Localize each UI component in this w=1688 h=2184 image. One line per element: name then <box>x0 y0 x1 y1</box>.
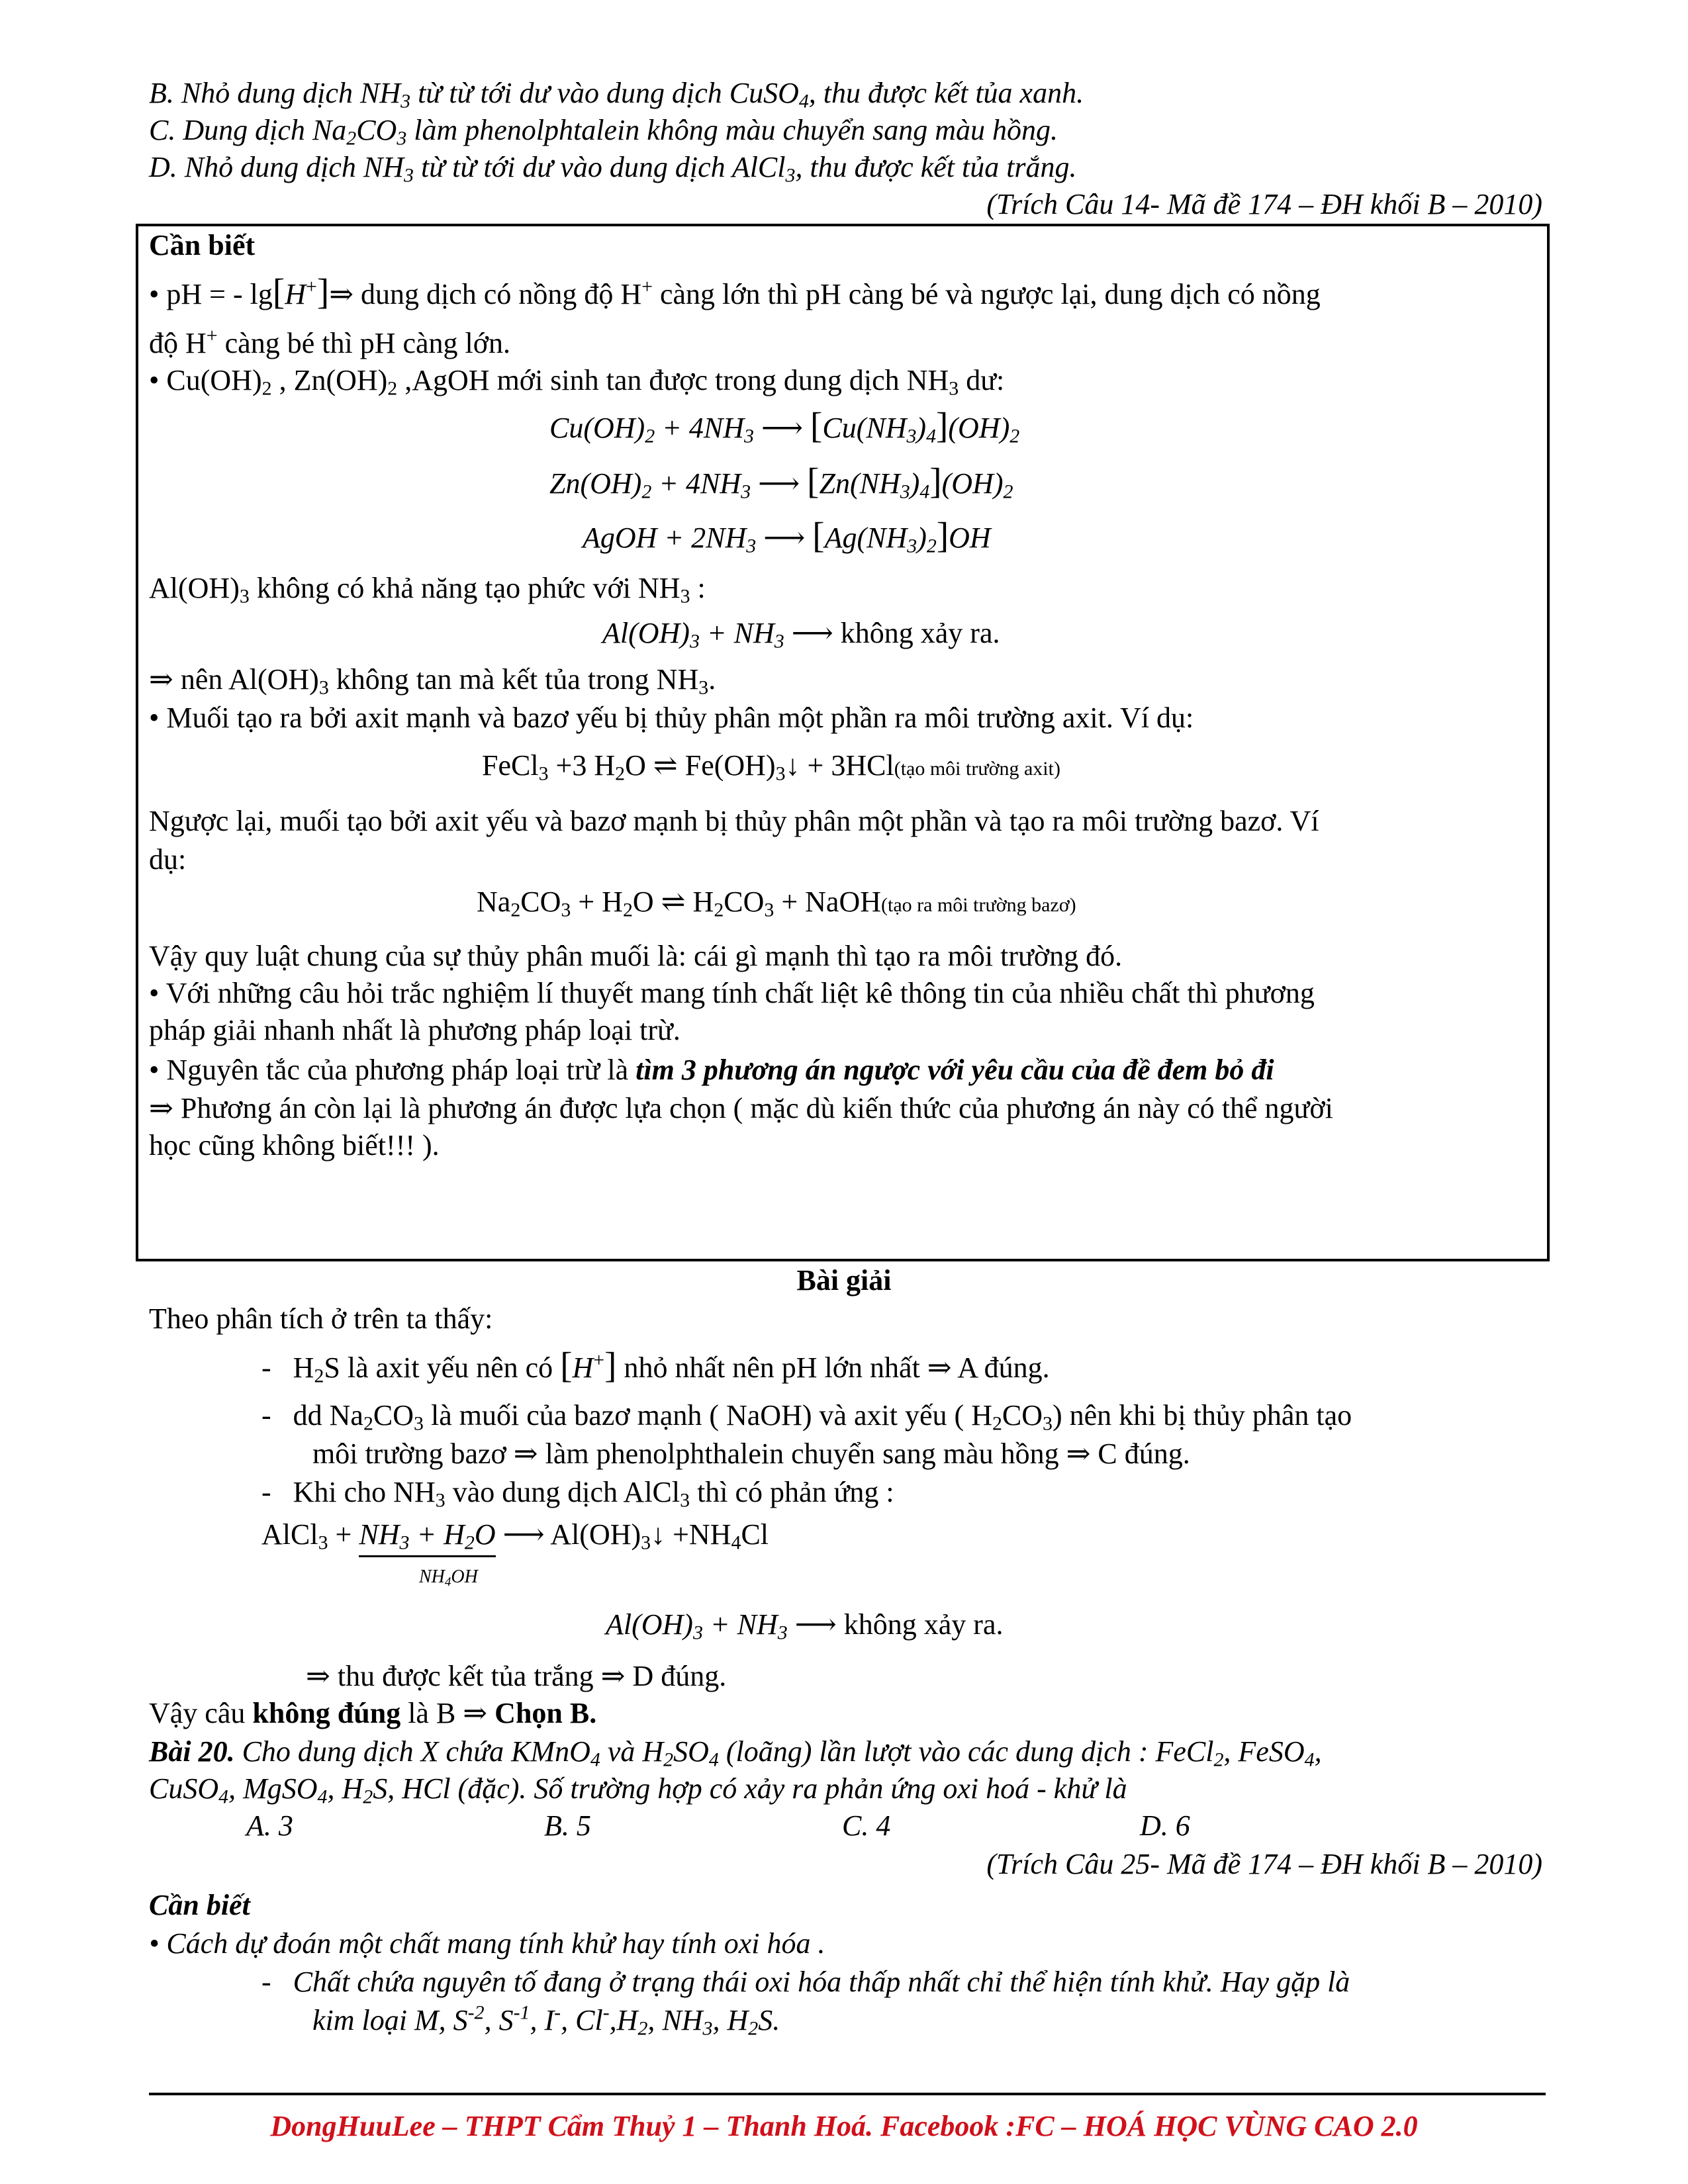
option-b: B. Nhỏ dung dịch $NH_3$ từ từ tới dư vào dung dịch CuSO$_4$, thu được kết tủa xanh. <box>149 77 1084 113</box>
solution-item-3-result: ⇒ thu được kết tủa trắng ⇒ D đúng. <box>306 1660 727 1692</box>
hydrolysis-base: Ngược lại, muối tạo bởi axit yếu và bazơ mạnh bị thủy phân một phần và tạo ra môi trường bazơ. Ví <box>149 805 1319 837</box>
method-2-cont2: học cũng không biết!!! ). <box>149 1129 440 1161</box>
solution-intro: Theo phân tích ở trên ta thấy: <box>149 1302 493 1335</box>
question-source: (Trích Câu 14- Mã đề 174 – ĐH khối B – 2010) <box>986 188 1542 220</box>
bai20-option-c[interactable]: C. 4 <box>842 1809 891 1842</box>
solution-heading: Bài giải <box>796 1264 892 1297</box>
equation-alcl3-note: $NH_4OH$ <box>419 1567 478 1589</box>
bai20-option-b[interactable]: B. 5 <box>544 1809 591 1842</box>
method-1-cont: pháp giải nhanh nhất là phương pháp loại trừ. <box>149 1014 680 1046</box>
bai20-question: Bài 20. Cho dung dịch X chứa KMnO$_4$ và $H_2SO_4$ (loãng) lần lượt vào các dung dịch : FeCl$_2$, FeSO$_4$, <box>149 1735 1322 1771</box>
equation-na2co3: $Na_2CO_3 + H_2O$ ⇌ $H_2CO_3$ + NaOH(tạo ra môi trường bazơ) <box>477 886 1076 921</box>
bai20-question-cont: CuSO$_4$, MgSO$_4$, $H_2S$, HCl (đặc). Số trường hợp có xảy ra phản ứng oxi hoá - khử là <box>149 1772 1127 1808</box>
solution-item-1: - $H_2S$ là axit yếu nên có [H+] nhỏ nhất nên pH lớn nhất ⇒ A đúng. <box>261 1345 1050 1387</box>
box-heading: Cần biết <box>149 229 256 261</box>
equation-ag: AgOH + $2NH_3$ ⟶ $[Ag(NH_3)_2]OH$ <box>583 515 991 557</box>
method-2-cont: ⇒ Phương án còn lại là phương án được lựa chọn ( mặc dù kiến thức của phương án này có thể người <box>149 1092 1333 1124</box>
bai20-rule-1-cont: kim loại M, $S^{-2}$, $S^{-1}$, I-, $Cl^-,H_2$, $NH_3$, $H_2S$. <box>312 2001 780 2040</box>
complex-intro: • $Cu(OH)_2$ , $Zn(OH)_2$ ,AgOH mới sinh tan được trong dung dịch $NH_3$ dư: <box>149 364 1005 400</box>
equation-alcl3: AlCl$_3$ + $NH_3 + H_2O$ ⟶ $Al(OH)_3↓ +NH_4Cl$ <box>261 1517 769 1557</box>
solution-item-2: - dd $Na_2CO_3$ là muối của bazơ mạnh ( NaOH) và axit yếu ( $H_2CO_3$) nên khi bị thủy phân tạo <box>261 1399 1352 1435</box>
al-note: $Al(OH)_3$ không có khả năng tạo phức với $NH_3$ : <box>149 572 706 608</box>
hydrolysis-acid: • Muối tạo ra bởi axit mạnh và bazơ yếu bị thủy phân một phần ra môi trường axit. Ví dụ: <box>149 702 1194 734</box>
bai20-option-d[interactable]: D. 6 <box>1140 1809 1190 1842</box>
equation-cu: $Cu(OH)_2 + 4NH_3$ ⟶ $[Cu(NH_3)_4](OH)_2$ <box>549 405 1020 447</box>
bai20-source: (Trích Câu 25- Mã đề 174 – ĐH khối B – 2010) <box>986 1848 1542 1880</box>
option-c: C. Dung dịch $Na_2CO_3$ làm phenolphtalein không màu chuyển sang màu hồng. <box>149 114 1058 150</box>
bai20-option-a[interactable]: A. 3 <box>246 1809 293 1842</box>
al-conclusion: ⇒ nên $Al(OH)_3$ không tan mà kết tủa trong $NH_3$. <box>149 663 716 699</box>
bai20-can-biet: Cần biết <box>149 1889 250 1921</box>
method-1: • Với những câu hỏi trắc nghiệm lí thuyết mang tính chất liệt kê thông tin của nhiều chất thì phương <box>149 977 1315 1009</box>
solution-item-2-cont: môi trường bazơ ⇒ làm phenolphthalein chuyển sang màu hồng ⇒ C đúng. <box>312 1437 1190 1470</box>
equation-zn: $Zn(OH)_2 + 4NH_3$ ⟶ $[Zn(NH_3)_4](OH)_2$ <box>549 461 1013 503</box>
equation-fecl3: FeCl$_3$ +3 $H_2O$ ⇌ $Fe(OH)_3↓$ + 3HCl(tạo môi trường axit) <box>482 749 1060 785</box>
ph-rule-cont: độ H+ càng bé thì pH càng lớn. <box>149 324 511 359</box>
al-equation: $Al(OH)_3 + NH_3$ ⟶ không xảy ra. <box>602 617 1000 653</box>
hydrolysis-rule: Vậy quy luật chung của sự thủy phân muối là: cái gì mạnh thì tạo ra môi trường đó. <box>149 940 1123 972</box>
footer-divider <box>149 2093 1546 2095</box>
ph-rule: • pH = - lg[H+]⇒ dung dịch có nồng độ H+ càng lớn thì pH càng bé và ngược lại, dung dịch có nồng <box>149 271 1321 312</box>
bai20-predict: • Cách dự đoán một chất mang tính khử hay tính oxi hóa . <box>149 1927 825 1960</box>
solution-item-3: - Khi cho $NH_3$ vào dung dịch AlCl$_3$ thì có phản ứng : <box>261 1476 894 1512</box>
footer-text: DongHuuLee – THPT Cẩm Thuỷ 1 – Thanh Hoá. Facebook :FC – HOÁ HỌC VÙNG CAO 2.0 <box>270 2110 1418 2142</box>
hydrolysis-base-cont: dụ: <box>149 843 187 876</box>
equation-aloh3: $Al(OH)_3 + NH_3$ ⟶ không xảy ra. <box>606 1608 1004 1644</box>
option-d: D. Nhỏ dung dịch $NH_3$ từ từ tới dư vào dung dịch AlCl$_3$, thu được kết tủa trắng. <box>149 151 1077 187</box>
method-2: • Nguyên tắc của phương pháp loại trừ là tìm 3 phương án ngược với yêu cầu của đề đem bỏ đi <box>149 1054 1274 1086</box>
solution-conclusion: Vậy câu không đúng là B ⇒ Chọn B. <box>149 1697 597 1729</box>
bai20-rule-1: - Chất chứa nguyên tố đang ở trạng thái oxi hóa thấp nhất chỉ thể hiện tính khử. Hay gặp là <box>261 1966 1350 1998</box>
